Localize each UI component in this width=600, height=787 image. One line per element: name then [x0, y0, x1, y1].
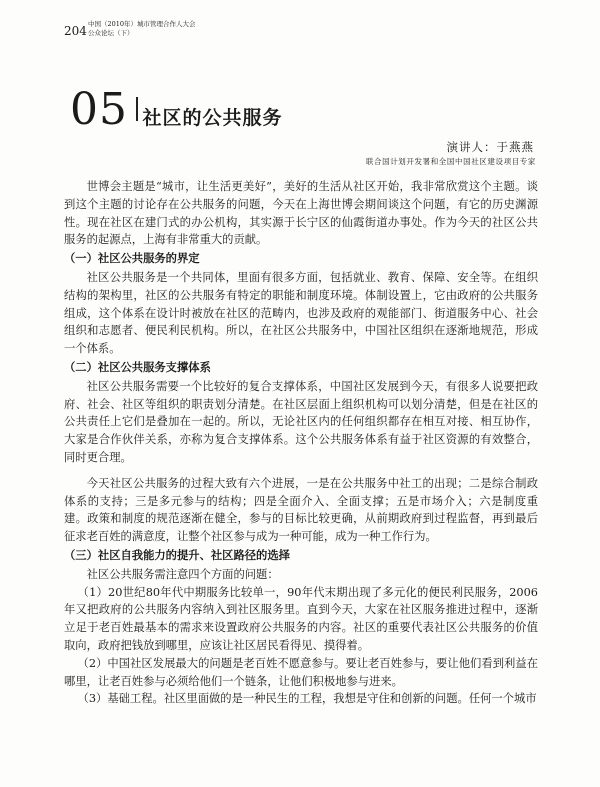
section-heading: （一）社区公共服务的界定: [64, 251, 200, 266]
body-paragraph: 社区公共服务是一个共同体，里面有很多方面，包括就业、教育、保障、安全等。在组织结构的架构里，社区的公共服务有特定的职能和制度环境。体制设置上，它由政府的公共服务组成，这个体系在设计时被放在社区的范畴内，也涉及政府的观能部门、街道服务中心、社会组织和志愿者、便民利民机构。所以，在社区公共服务中，中国社区组织在逐渐地规范，形成一个体系。: [64, 270, 538, 356]
numbered-paragraph: （3）基础工程。社区里面做的是一种民生的工程，我想是守住和创新的问题。任何一个城市: [77, 692, 537, 706]
body-paragraph: 世博会主题是“城市，让生活更美好”，美好的生活从社区开始，我非常欣赏这个主题。谈到这个主题的讨论存在公共服务的问题，今天在上海世博会期间谈这个问题，有它的历史渊源性。现在社区在建门式的办公机构，其实源于长宁区的仙霞街道办事处。作为今天的社区公共服务的起源点，上海有非常重大的贡献。: [64, 180, 538, 247]
chapter-title: 社区的公共服务: [142, 107, 283, 129]
series-title-line-1: 中国（2010年）城市管理合作人大会: [88, 20, 196, 28]
series-title: [88, 20, 196, 38]
section-heading: （二）社区公共服务支撑体系: [64, 359, 211, 374]
series-title-line-2: 公众论坛（下）: [88, 29, 134, 37]
body-paragraph: 今天社区公共服务的过程大致有六个进展，一是在公共服务中社工的出现；二是综合制政体系的支持；三是多元参与的结构；四是全面介入、全面支撑；五是市场介入；六是制度重建。政策和制度的规范逐渐在健全，参与的目标比较更确，从前期政府到过程监督，再到最后征求老百姓的满意度，让整个社区参与成为一种可能，成为一种工作行为。: [64, 476, 538, 544]
speaker-name: 演讲人：于燕燕: [446, 140, 534, 154]
speaker-affiliation: 联合国计划开发署和全国中国社区建设项目专家: [365, 157, 536, 166]
body-paragraph: 社区公共服务需注意四个方面的问题：: [86, 567, 279, 581]
section-heading: （三）社区自我能力的提升、社区路径的选择: [64, 547, 290, 562]
numbered-paragraph: （2）中国社区发展最大的问题是老百姓不愿意参与。要让老百姓参与，要让他们看到利益在哪里，让老百姓参与必须给他们一个链条，让他们积极地参与进来。: [64, 656, 538, 688]
numbered-paragraph: （1）20世纪80年代中期服务比较单一，90年代末期出现了多元化的便民利民服务，2006年又把政府的公共服务内容纳入到社区服务里。直到今天，大家在社区服务推进过程中，逐渐立足于老百姓最基本的需求来设置政府公共服务的内容。社区的重要代表社区公共服务的价值取向，政府把钱放到哪里，应该让社区居民看得见、摸得着。: [64, 585, 538, 652]
chapter-divider: [136, 97, 138, 121]
body-paragraph: 社区公共服务需要一个比较好的复合支撑体系，中国社区发展到今天，有很多人说要把政府、社会、社区等组织的职责划分清楚。在社区层面上组织机构可以划分清楚，但是在社区的公共责任上它们是叠加在一起的。所以，无论社区内的任何组织都存在相互对接、相互协作，大家是合作伙伴关系，亦称为复合支撑体系。这个公共服务体系有益于社区资源的有效整合，同时更合理。: [64, 379, 538, 464]
chapter-number: 05: [70, 84, 128, 135]
chapter-heading: [70, 84, 283, 135]
page-number: 204: [64, 24, 87, 38]
article-body: [64, 178, 538, 708]
